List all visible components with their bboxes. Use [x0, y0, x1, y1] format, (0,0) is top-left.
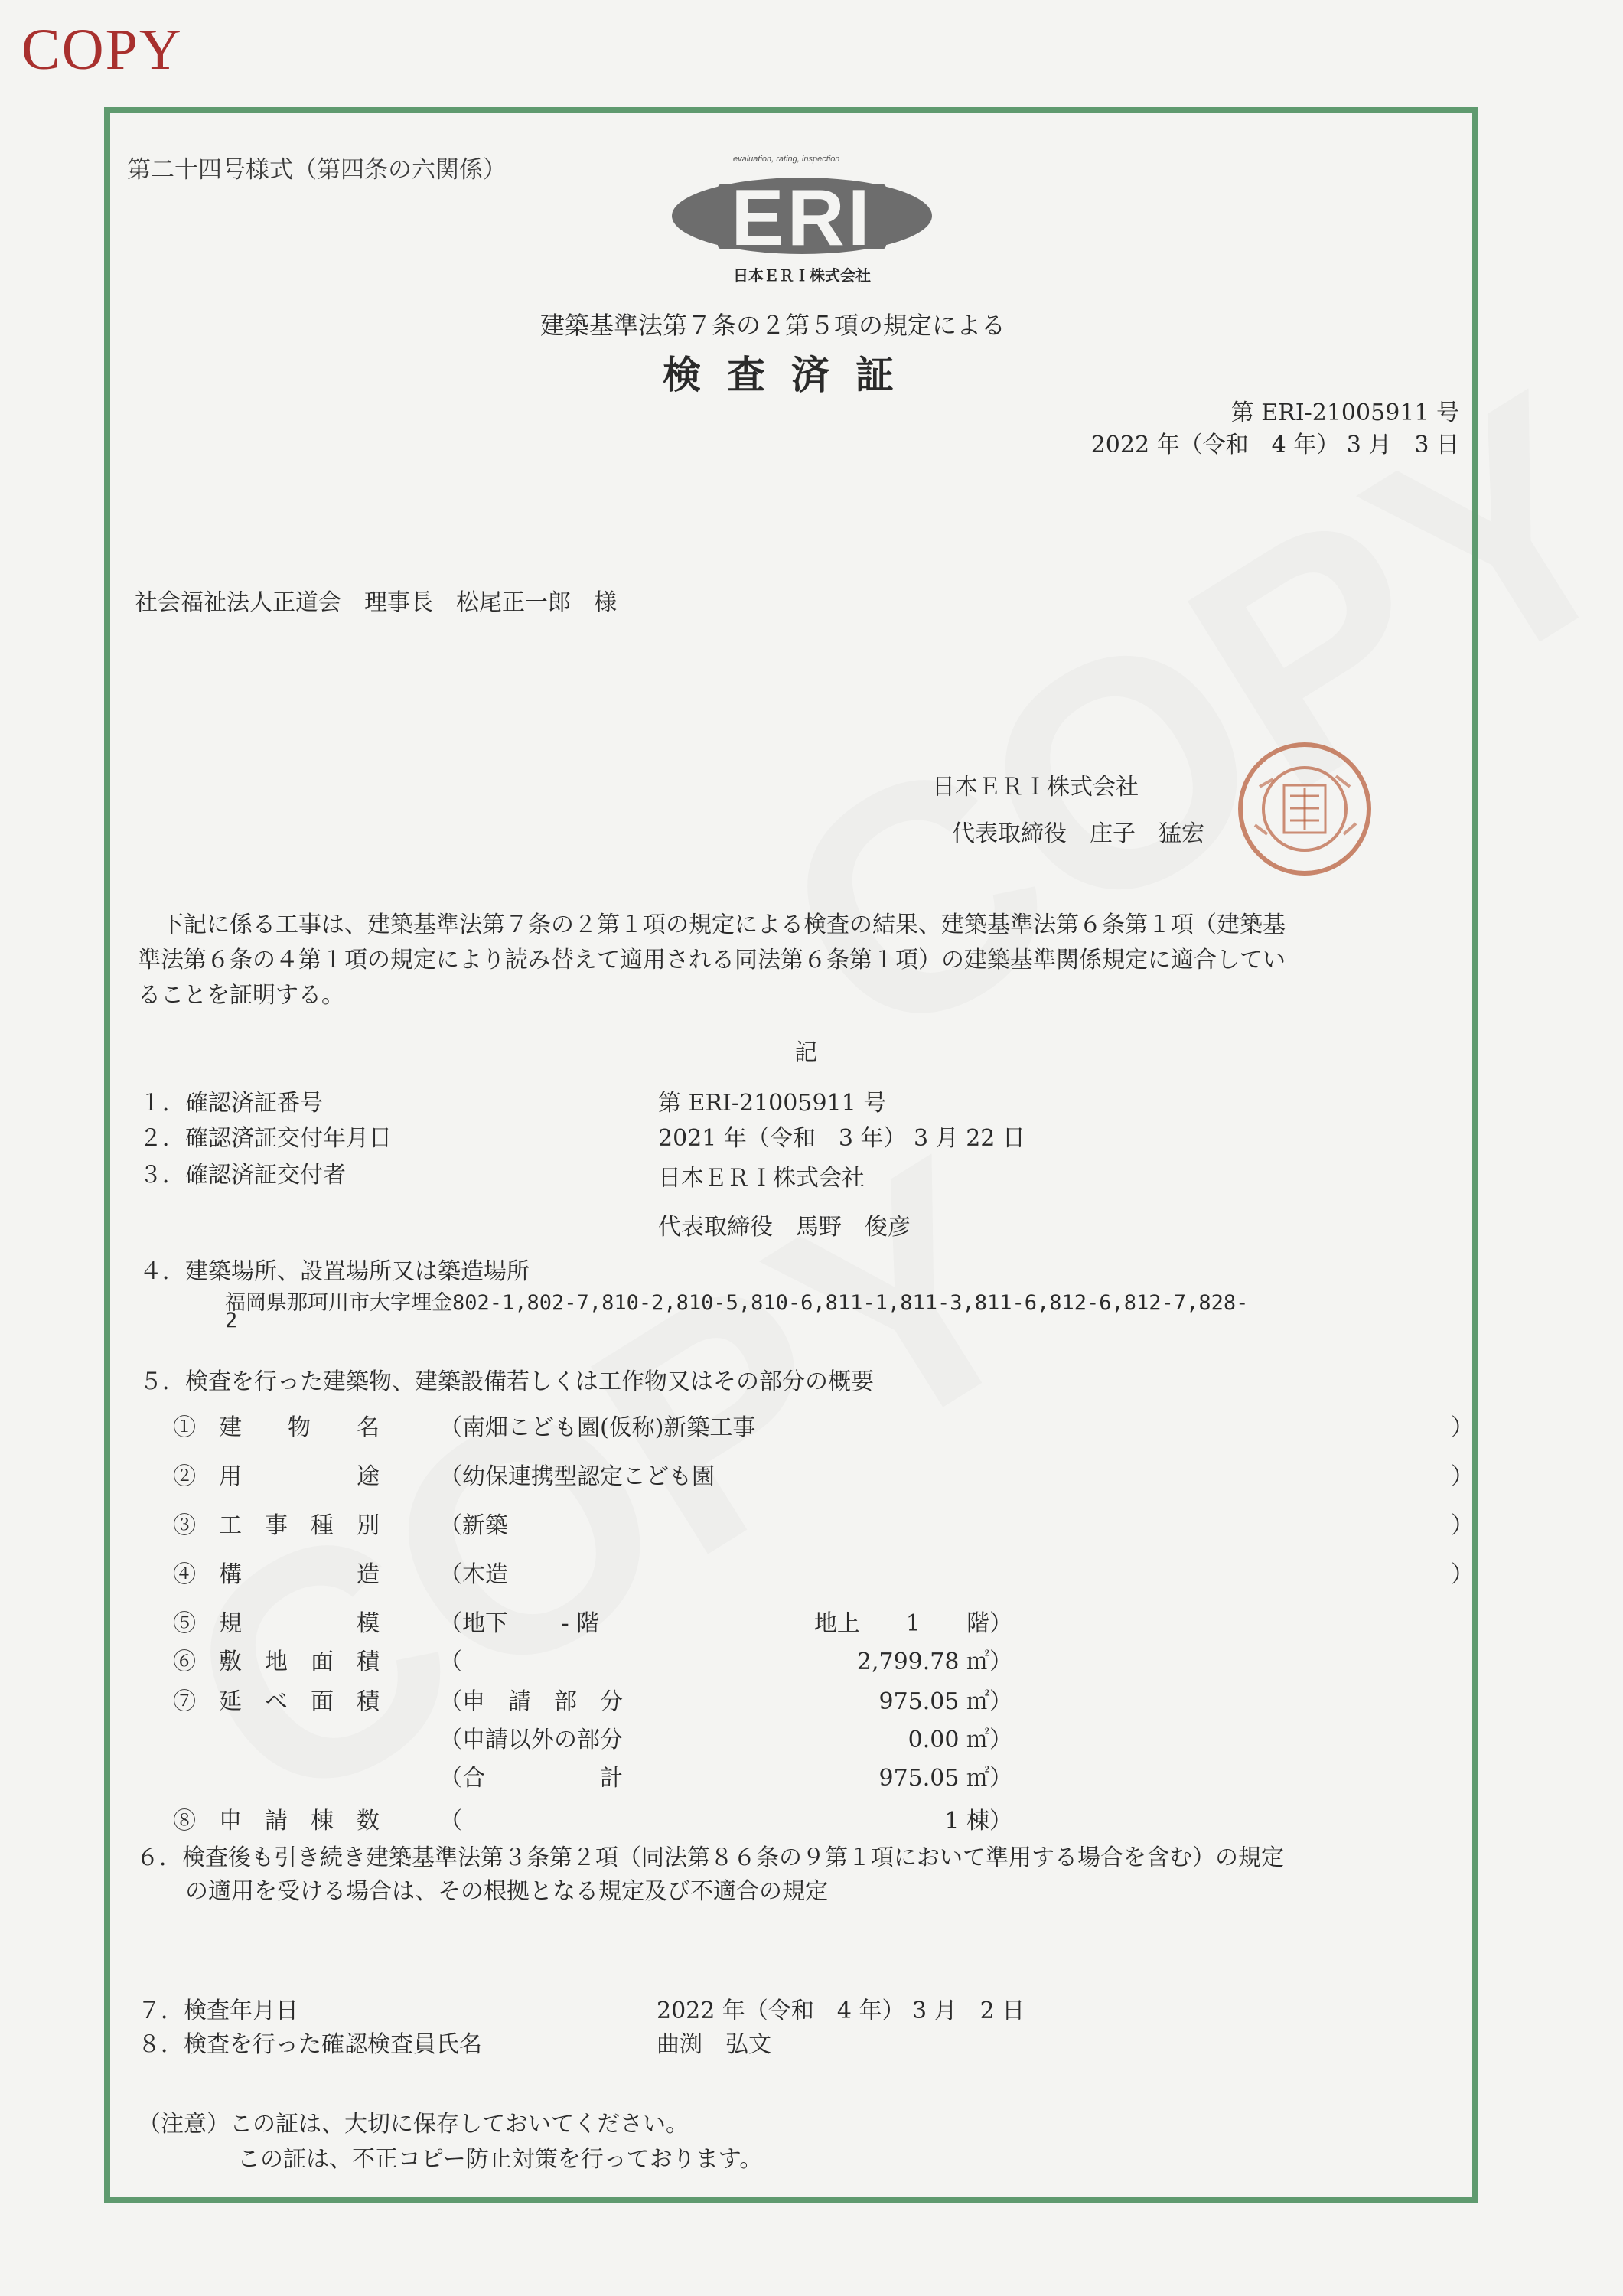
- item5-row-close: ）: [1451, 1561, 1474, 1588]
- logo-tagline: evaluation, rating, inspection: [733, 155, 840, 164]
- eri-logo: [664, 153, 940, 291]
- item5-row-value2: 975.05 ㎡）: [878, 1688, 1012, 1715]
- item3-value-representative: 代表取締役 馬野 俊彦: [658, 1214, 911, 1241]
- item5-row-close: ）: [1451, 1463, 1474, 1490]
- body-line: 準法第６条の４第１項の規定により読み替えて適用される同法第６条第１項）の建築基準関係規定に適合してい: [138, 947, 1286, 974]
- item5-row-value: （申請以外の部分: [439, 1727, 623, 1753]
- form-label: 第二十四号様式（第四条の六関係）: [127, 156, 507, 184]
- item2-value: 2021 年（令和 3 年） 3 月 22 日: [658, 1125, 1025, 1152]
- certificate-number: 第 ERI-21005911 号: [1230, 400, 1459, 426]
- item5-row-label: ⑧ 申 請 棟 数: [173, 1808, 380, 1835]
- item5-row-close: ）: [1451, 1414, 1474, 1441]
- item1-label: １．確認済証番号: [139, 1090, 323, 1117]
- item2-label: ２．確認済証交付年月日: [139, 1125, 392, 1152]
- company-seal-stamp: [1237, 741, 1373, 877]
- item5-row-label: ⑥ 敷 地 面 積: [173, 1649, 380, 1675]
- item7-label: ７．検査年月日: [138, 1998, 298, 2024]
- item5-row-close: ）: [1451, 1512, 1474, 1539]
- item5-row-value: （申 請 部 分: [439, 1688, 623, 1715]
- item5-row-value2: 2,799.78 ㎡）: [856, 1649, 1012, 1675]
- body-paragraph: [138, 908, 1484, 1013]
- issue-date: 2022 年（令和 4 年） 3 月 3 日: [1090, 432, 1459, 458]
- item4-address: 福岡県那珂川市大字埋金802-1,802-7,810-2,810-5,810-6,811-1,811-3,811-6,812-6,812-7,828-: [225, 1291, 1249, 1315]
- item6-line1: ６．検査後も引き続き建築基準法第３条第２項（同法第８６条の９第１項において準用する場合を含む）の規定: [136, 1844, 1284, 1871]
- item4-address-cont: 2: [225, 1309, 238, 1332]
- logo-company: 日本ＥＲＩ株式会社: [733, 266, 871, 285]
- item3-label: ３．確認済証交付者: [139, 1162, 346, 1189]
- item3-value: 日本ＥＲＩ株式会社: [658, 1165, 865, 1192]
- item4-label: ４．建築場所、設置場所又は築造場所: [139, 1258, 530, 1285]
- item5-row-value: （木造: [439, 1561, 508, 1588]
- item5-row-value: （: [439, 1649, 462, 1675]
- item5-row-value: （幼保連携型認定こども園: [439, 1463, 715, 1490]
- item6-line2: の適用を受ける場合は、その根拠となる規定及び不適合の規定: [185, 1878, 828, 1905]
- body-line: 下記に係る工事は、建築基準法第７条の２第１項の規定による検査の結果、建築基準法第６条第１項（建築基: [138, 912, 1286, 938]
- logo-mark: ERI: [731, 174, 873, 263]
- item5-row-label: ② 用 途: [173, 1463, 380, 1490]
- copy-watermark: COPY: [21, 18, 183, 82]
- item5-row-value2: 1 棟）: [944, 1808, 1012, 1835]
- item1-value: 第 ERI-21005911 号: [658, 1090, 887, 1117]
- recipient: 社会福祉法人正道会 理事長 松尾正一郎 様: [135, 589, 617, 616]
- item5-row-label: ④ 構 造: [173, 1561, 380, 1588]
- issuer-representative: 代表取締役 庄子 猛宏: [952, 820, 1204, 847]
- item5-row-value2: 地上 1 階）: [813, 1610, 1012, 1637]
- item5-row-value2: 0.00 ㎡）: [908, 1727, 1012, 1753]
- item5-row-value: （地下 - 階: [439, 1610, 600, 1637]
- item5-row-value: （南畑こども園(仮称)新築工事: [439, 1414, 756, 1441]
- item5-row-label: ③ 工 事 種 別: [173, 1512, 380, 1539]
- item5-row-value: （: [439, 1808, 462, 1835]
- item5-row-value2: 975.05 ㎡）: [878, 1765, 1012, 1792]
- ki-heading: 記: [794, 1039, 817, 1066]
- item5-row-label: ⑦ 延 べ 面 積: [173, 1688, 380, 1715]
- issuer-company: 日本ＥＲＩ株式会社: [932, 774, 1139, 801]
- item8-value: 曲渕 弘文: [657, 2031, 771, 2058]
- certificate-title: 検査済証: [663, 352, 920, 397]
- item5-row-value: （合 計: [439, 1765, 623, 1792]
- item5-row-label: ① 建 物 名: [173, 1414, 380, 1441]
- note-line1: （注意）この証は、大切に保存しておいてください。: [138, 2111, 689, 2138]
- item5-row-value: （新築: [439, 1512, 508, 1539]
- item8-label: ８．検査を行った確認検査員氏名: [138, 2031, 482, 2058]
- note-line2: この証は、不正コピー防止対策を行っております。: [237, 2146, 763, 2173]
- item5-label: ５．検査を行った建築物、建築設備若しくは工作物又はその部分の概要: [139, 1368, 874, 1395]
- item5-row-label: ⑤ 規 模: [173, 1610, 380, 1637]
- body-line: ることを証明する。: [138, 982, 344, 1009]
- certificate-subtitle: 建築基準法第７条の２第５項の規定による: [540, 311, 1006, 340]
- item7-value: 2022 年（令和 4 年） 3 月 2 日: [657, 1998, 1025, 2024]
